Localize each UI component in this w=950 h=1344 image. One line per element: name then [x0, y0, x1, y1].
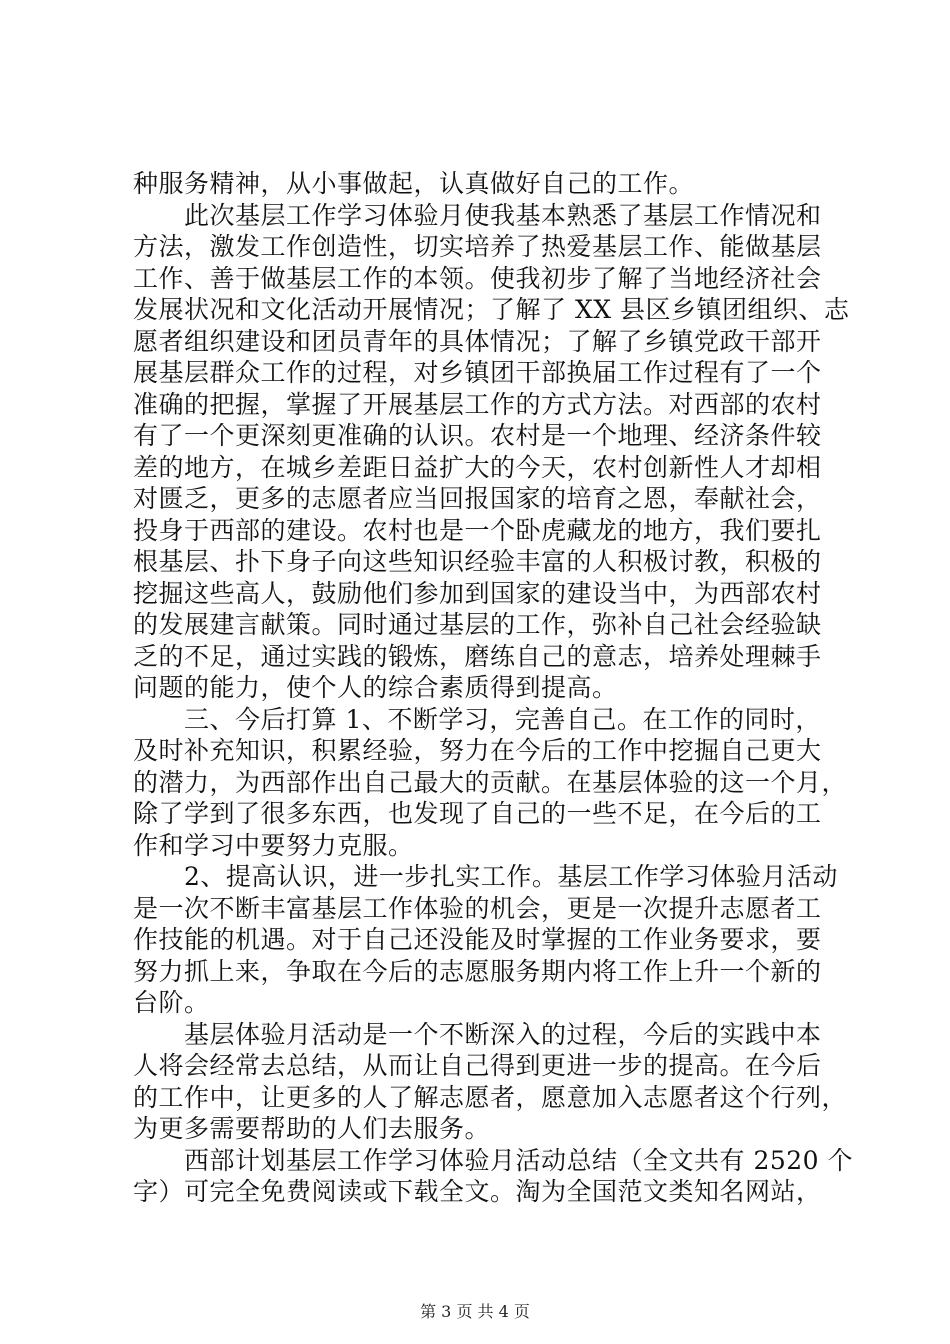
text-line: 有了一个更深刻更准确的认识。农村是一个地理、经济条件较: [133, 421, 822, 450]
text-line: 展基层群众工作的过程，对乡镇团干部换届工作过程有了一个: [133, 358, 822, 387]
text-line: 问题的能力，使个人的综合素质得到提高。: [133, 673, 618, 702]
text-line: 根基层、扑下身子向这些知识经验丰富的人积极讨教，积极的: [133, 547, 822, 576]
text-line: 努力抓上来，争取在今后的志愿服务期内将工作上升一个新的: [133, 956, 822, 986]
text-line: 西部计划基层工作学习体验月活动总结（全文共有 2520 个: [133, 1145, 854, 1175]
text-line: 的潜力，为西部作出自己最大的贡献。在基层体验的这一个月，: [133, 767, 848, 797]
text-line: 挖掘这些高人，鼓励他们参加到国家的建设当中，为西部农村: [133, 578, 822, 608]
text-line: 是一次不断丰富基层工作体验的机会，更是一次提升志愿者工: [133, 893, 822, 923]
text-line: 准确的把握，掌握了开展基层工作的方式方法。对西部的农村: [133, 389, 822, 419]
text-line: 愿者组织建设和团员青年的具体情况；了解了乡镇党政干部开: [133, 326, 822, 356]
text-line: 人将会经常去总结，从而让自己得到更进一步的提高。在今后: [133, 1051, 822, 1080]
text-line: 此次基层工作学习体验月使我基本熟悉了基层工作情况和: [133, 200, 822, 230]
text-line: 的工作中，让更多的人了解志愿者，愿意加入志愿者这个行列，: [133, 1082, 848, 1112]
text-line: 种服务精神，从小事做起，认真做好自己的工作。: [133, 169, 695, 198]
text-line: 字）可完全免费阅读或下载全文。淘为全国范文类知名网站，: [133, 1177, 822, 1206]
text-line: 2、提高认识，进一步扎实工作。基层工作学习体验月活动: [133, 862, 838, 891]
text-line: 基层体验月活动是一个不断深入的过程，今后的实践中本: [133, 1019, 822, 1049]
text-line: 三、今后打算 1、不断学习，完善自己。在工作的同时，: [133, 704, 821, 734]
text-line: 及时补充知识，积累经验，努力在今后的工作中挖掘自己更大: [133, 736, 822, 765]
page-footer: 第 3 页 共 4 页: [420, 1302, 530, 1321]
text-line: 的发展建言献策。同时通过基层的工作，弥补自己社会经验缺: [133, 610, 822, 639]
text-line: 对匮乏，更多的志愿者应当回报国家的培育之恩，奉献社会，: [133, 484, 822, 513]
text-line: 乏的不足，通过实践的锻炼，磨练自己的意志，培养处理棘手: [133, 641, 822, 671]
text-line: 作技能的机遇。对于自己还没能及时掌握的工作业务要求，要: [133, 925, 822, 954]
text-line: 投身于西部的建设。农村也是一个卧虎藏龙的地方，我们要扎: [133, 515, 822, 545]
text-line: 除了学到了很多东西，也发现了自己的一些不足，在今后的工: [133, 799, 822, 828]
document-body: [133, 168, 854, 1208]
text-line: 方法，激发工作创造性，切实培养了热爱基层工作、能做基层: [133, 232, 822, 261]
text-line: 为更多需要帮助的人们去服务。: [133, 1114, 491, 1143]
text-line: 台阶。: [133, 988, 210, 1017]
text-line: 发展状况和文化活动开展情况；了解了 XX 县区乡镇团组织、志: [133, 295, 850, 324]
text-line: 差的地方，在城乡差距日益扩大的今天，农村创新性人才却相: [133, 452, 822, 482]
text-line: 作和学习中要努力克服。: [133, 830, 414, 860]
text-line: 工作、善于做基层工作的本领。使我初步了解了当地经济社会: [133, 263, 822, 293]
